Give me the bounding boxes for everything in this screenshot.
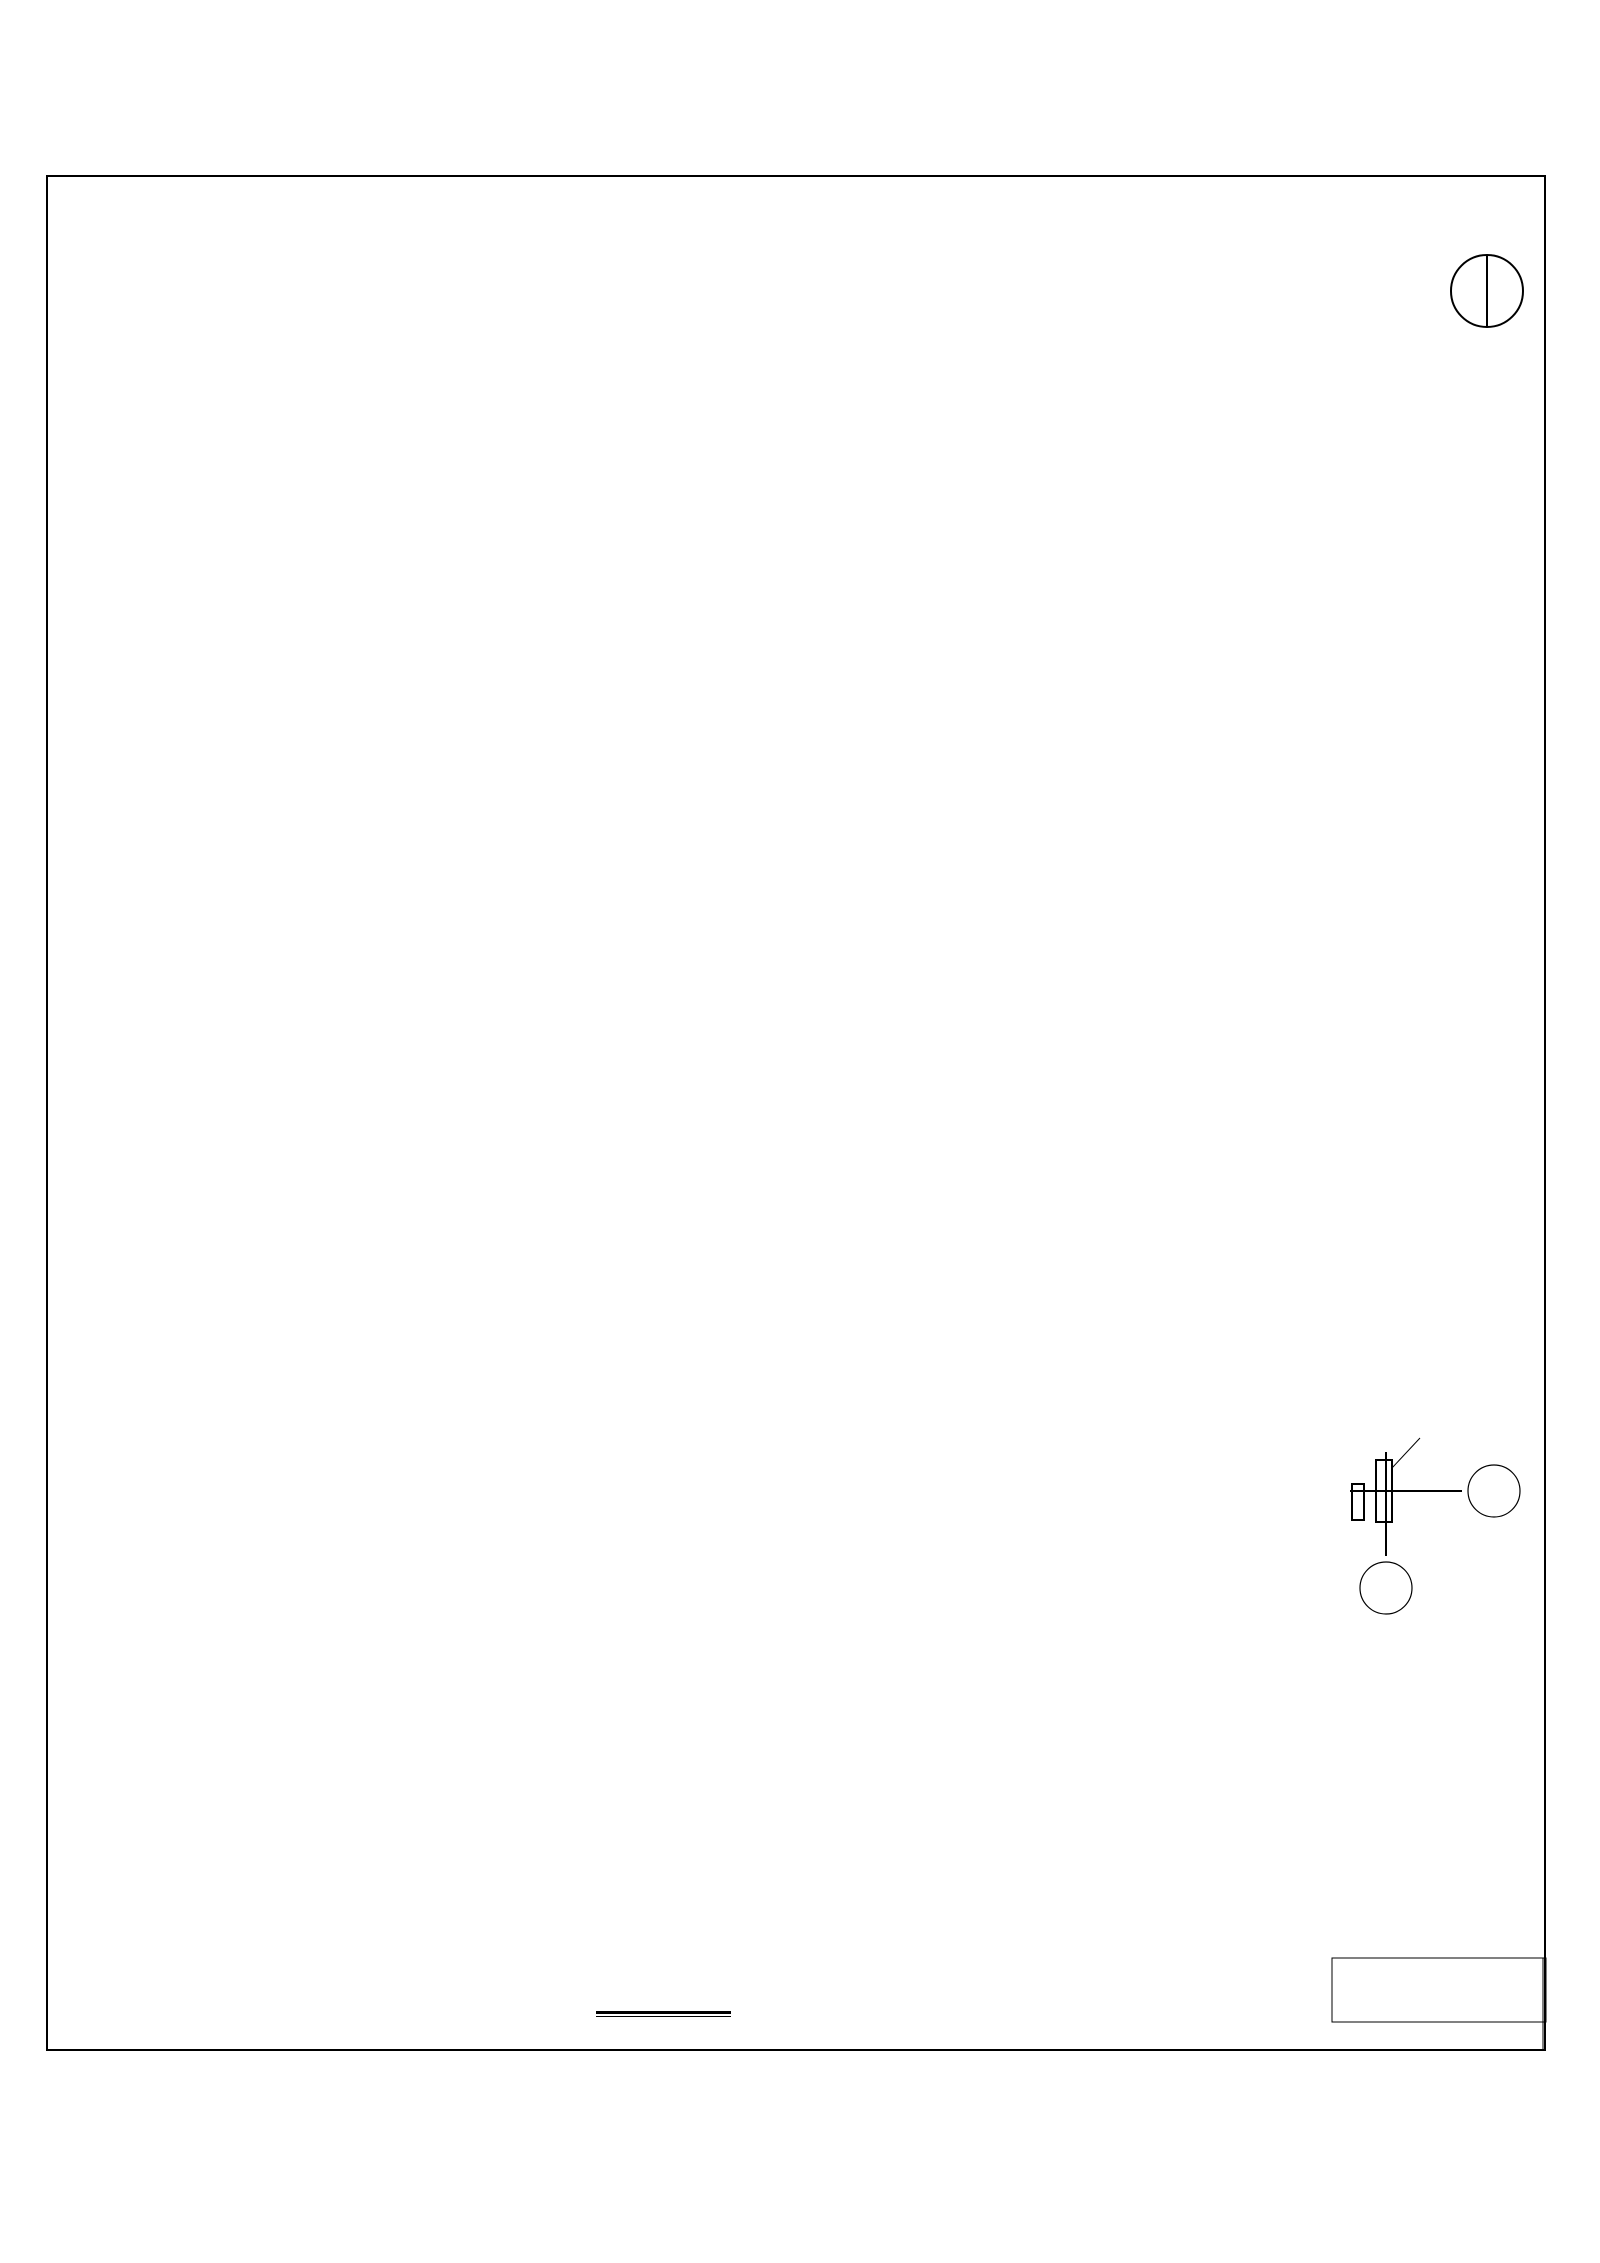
axis-legend bbox=[1350, 1438, 1520, 1614]
title-underline bbox=[596, 2011, 731, 2014]
title-underline-thin bbox=[596, 2016, 731, 2017]
stamp-box bbox=[1332, 1958, 1546, 2051]
sheet-title-block bbox=[596, 1983, 1016, 2043]
north-arrow bbox=[1451, 255, 1523, 327]
